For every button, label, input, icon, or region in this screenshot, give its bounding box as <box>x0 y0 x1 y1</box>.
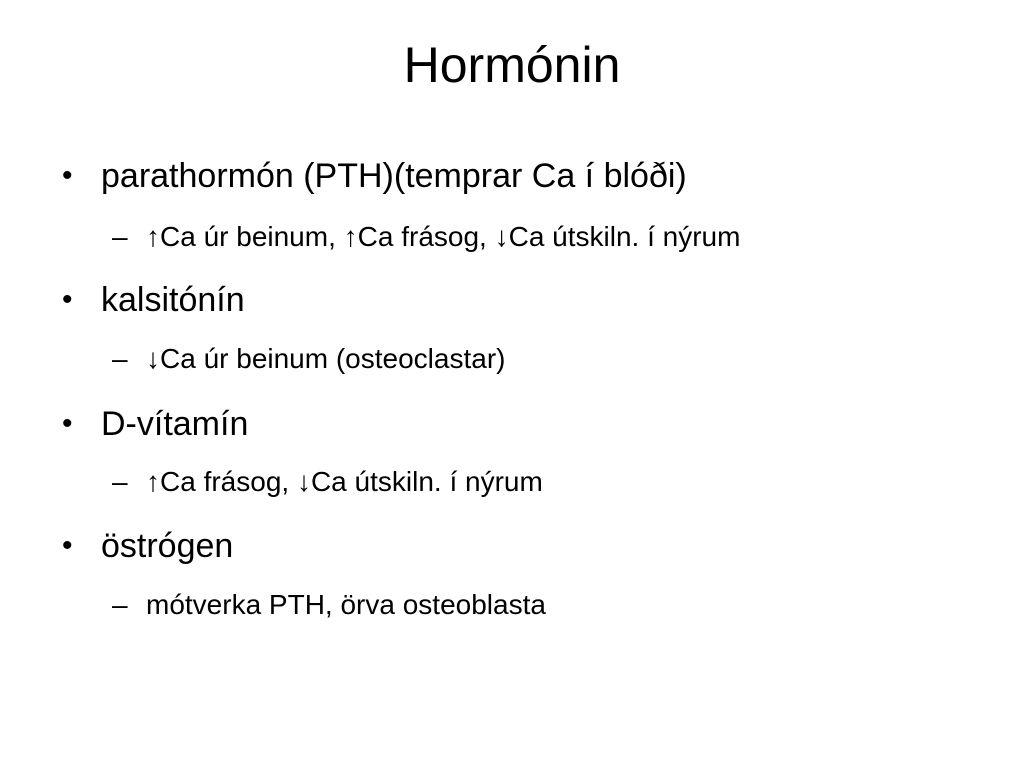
dash-icon: – <box>112 343 128 374</box>
sub-bullet-item <box>112 341 505 377</box>
bullet-item <box>62 524 233 568</box>
bullet-text: parathormón (PTH)(temprar Ca í blóði) <box>101 157 687 195</box>
sub-bullet-text: ↓Ca úr beinum (osteoclastar) <box>146 343 506 374</box>
sub-bullet-item <box>112 587 546 623</box>
sub-bullet-text: ↑Ca úr beinum, ↑Ca frásog, ↓Ca útskiln. í nýrum <box>146 221 741 252</box>
dash-icon: – <box>112 221 128 252</box>
sub-bullet-item <box>112 464 543 500</box>
sub-bullet-text: mótverka PTH, örva osteoblasta <box>146 589 546 620</box>
bullet-item <box>62 278 245 322</box>
bullet-icon: • <box>62 283 73 316</box>
sub-bullet-text: ↑Ca frásog, ↓Ca útskiln. í nýrum <box>146 466 543 497</box>
bullet-icon: • <box>62 407 73 440</box>
sub-bullet-item <box>112 219 740 255</box>
bullet-item <box>62 402 248 446</box>
bullet-icon: • <box>62 529 73 562</box>
bullet-text: D-vítamín <box>101 405 249 443</box>
dash-icon: – <box>112 466 128 497</box>
slide-title: Hormónin <box>403 37 621 93</box>
bullet-text: kalsitónín <box>101 281 245 319</box>
bullet-icon: • <box>62 159 73 192</box>
bullet-text: östrógen <box>101 527 234 565</box>
bullet-item <box>62 154 687 198</box>
dash-icon: – <box>112 589 128 620</box>
